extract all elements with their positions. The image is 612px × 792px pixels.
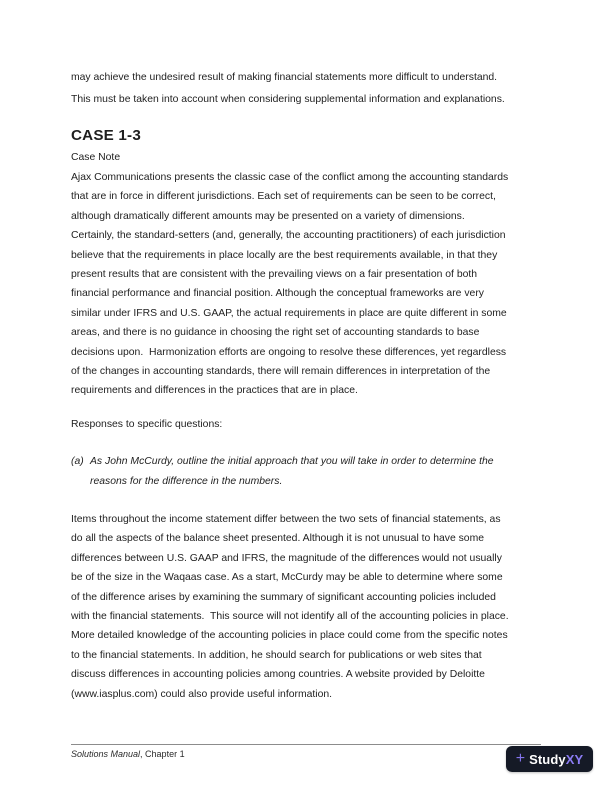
question-a (71, 452, 561, 492)
plus-icon: + (515, 749, 526, 767)
question-a-text: As John McCurdy, outline the initial approach that you will take in order to determine the reasons for the difference in the numbers. (90, 456, 494, 487)
question-a-label: (a) (71, 456, 84, 467)
case-note-label: Case Note (71, 152, 121, 163)
intro-paragraph: may achieve the undesired result of making financial statements more difficult to understand. This must be taken into account when considering supplemental information and explanations. (71, 72, 505, 105)
footer-divider (71, 744, 541, 745)
responses-heading: Responses to specific questions: (71, 419, 223, 430)
footer-text (71, 748, 185, 761)
case-note-paragraph: Ajax Communications presents the classic case of the conflict among the accounting standards that are in force in different jurisdictions. Each set of requirements can be seen to be correct, although dramatically different amounts may be presented on a variety of dimensions. Certainly, the standard-setters (and, generally, the accounting practitioners) of each jurisdiction believe that the requirements in place locally are the best requirements available, in that they present results that are consistent with the prevailing views on a fair presentation of both financial performance and financial position. Although the conceptual frameworks are very similar under IFRS and U.S. GAAP, the actual requirements in place are quite different in some areas, and there is no guidance in choosing the right set of accounting standards to base decisions upon. Harmonization efforts are ongoing to resolve these differences, yet regardless of the changes in accounting standards, there will remain differences in interpretation of the requirements and differences in the practices that are in place. (71, 172, 509, 397)
footer-source-title: Solutions Manual (71, 749, 141, 759)
footer-source-suffix: , Chapter 1 (140, 749, 185, 759)
studyxy-badge (506, 746, 593, 772)
brand-name-accent: XY (565, 751, 584, 767)
answer-paragraph: Items throughout the income statement differ between the two sets of financial statements, as do all the aspects of the balance sheet presented. Although it is not unusual to have some differences between U.S. GAAP and IFRS, the magnitude of the differences would not usually be of the size in the Waqaas case. As a start, McCurdy may be able to determine where some of the difference arises by examining the summary of significant accounting policies included with the financial statements. This source will not identify all of the accounting policies in place. More detailed knowledge of the accounting policies in place could come from the specific notes to the financial statements. In addition, he should search for publications or web sites that discuss differences in accounting policies among countries. A website provided by Deloitte (www.iasplus.com) could also provide useful information. (71, 514, 509, 700)
case-heading: CASE 1-3 (71, 127, 141, 144)
brand-name (529, 752, 583, 767)
brand-name-primary: Study (529, 751, 566, 767)
